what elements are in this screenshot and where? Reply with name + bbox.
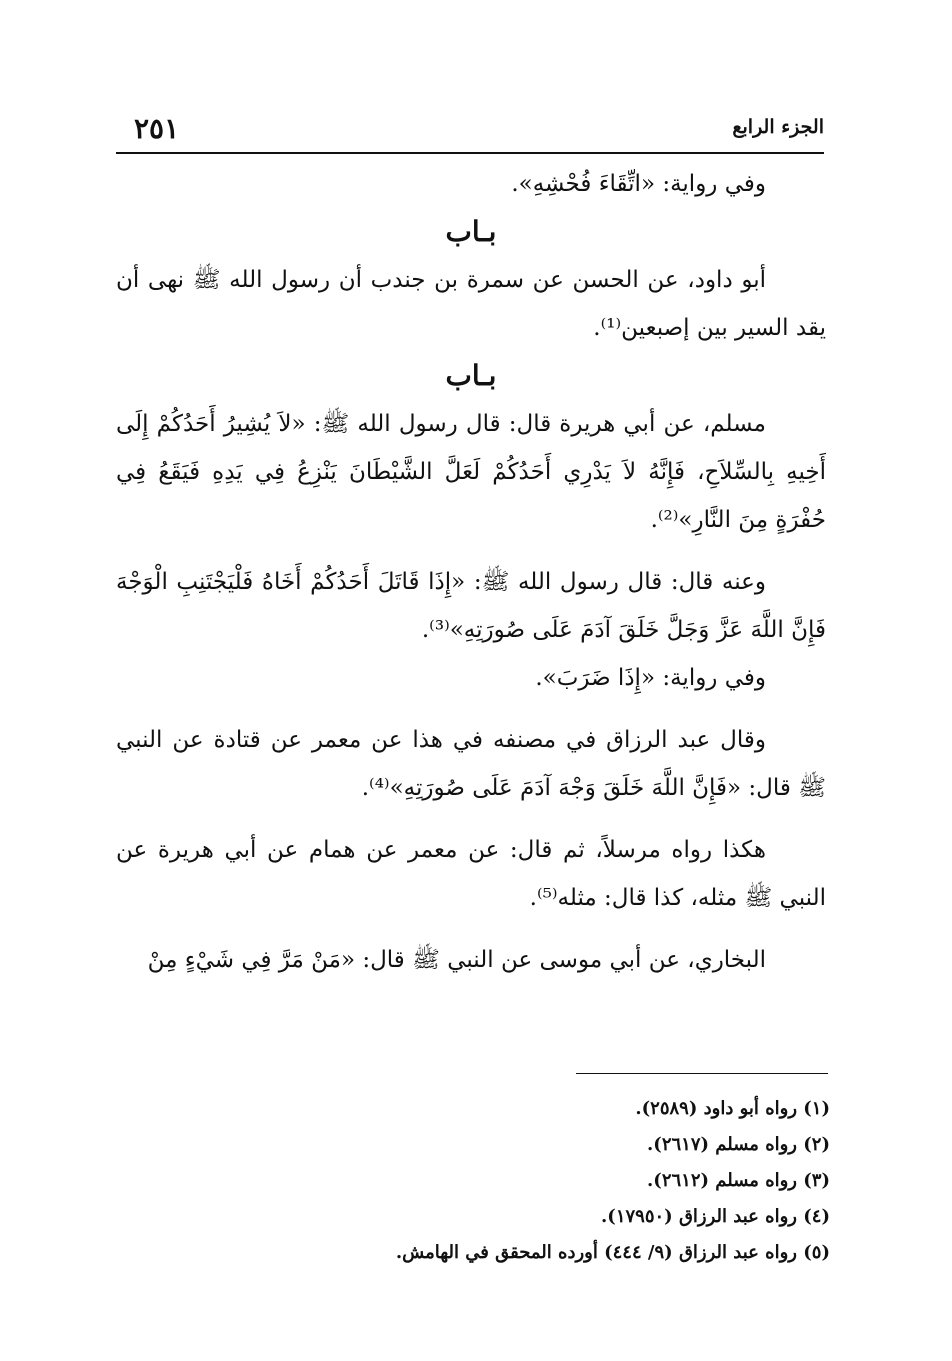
footnote-3: (٣) رواه مسلم (٢٦١٢). [647,1170,830,1191]
page-header [116,112,824,154]
paragraph-intro: وفي رواية: «اتِّقَاءَ فُحْشِهِ». [511,171,766,197]
section-heading-2: بـاب [445,359,497,392]
paragraph-abd-al-razzaq: وقال عبد الرزاق في مصنفه في هذا عن معمر عن قتادة عن النبي ﷺ قال: «فَإِنَّ اللَّهَ خَلَقَ وَجْهَ آدَمَ عَلَى صُورَتِهِ»⁽⁴⁾. [116,727,826,801]
paragraph-hakadha: هكذا رواه مرسلاً، ثم قال: عن معمر عن همام عن أبي هريرة عن النبي ﷺ مثله، كذا قال: مثله⁽⁵⁾. [116,837,826,911]
page-body [116,160,826,984]
paragraph-wa-anhu: وعنه قال: قال رسول الله ﷺ: «إِذَا قَاتَلَ أَحَدُكُمْ أَخَاهُ فَلْيَجْتَنِبِ الْوَجْهَ فَإِنَّ اللَّهَ عَزَّ وَجَلَّ خَلَقَ آدَمَ عَلَى صُورَتِهِ»⁽³⁾. [116,569,826,643]
paragraph-muslim: مسلم، عن أبي هريرة قال: قال رسول الله ﷺ: «لاَ يُشِيرُ أَحَدُكُمْ إِلَى أَخِيهِ بِالسِّلاَحِ، فَإِنَّهُ لاَ يَدْرِي أَحَدُكُمْ لَعَلَّ الشَّيْطَانَ يَنْزِعُ فِي يَدِهِ فَيَقَعُ فِي حُفْرَةٍ مِنَ النَّارِ»⁽²⁾. [116,411,826,533]
footnote-4: (٤) رواه عبد الرزاق (١٧٩٥٠). [601,1206,830,1227]
footnote-2: (٢) رواه مسلم (٢٦١٧). [647,1134,830,1155]
section-heading-1: بـاب [445,215,497,248]
footnote-5: (٥) رواه عبد الرزاق (٩/ ٤٤٤) أورده المحقق في الهامش. [395,1242,830,1263]
footnotes [300,1091,830,1271]
paragraph-riwaya: وفي رواية: «إِذَا ضَرَبَ». [535,665,766,691]
paragraph-abu-dawud: أبو داود، عن الحسن عن سمرة بن جندب أن رسول الله ﷺ نهى أن يقد السير بين إصبعين⁽¹⁾. [116,267,826,341]
footnote-1: (١) رواه أبو داود (٢٥٨٩). [635,1098,830,1119]
running-title: الجزء الرابع [732,116,824,138]
footnote-divider [576,1073,828,1074]
paragraph-bukhari: البخاري، عن أبي موسى عن النبي ﷺ قال: «مَنْ مَرَّ فِي شَيْءٍ مِنْ [147,947,766,973]
page-number: ٢٥١ [134,112,180,145]
